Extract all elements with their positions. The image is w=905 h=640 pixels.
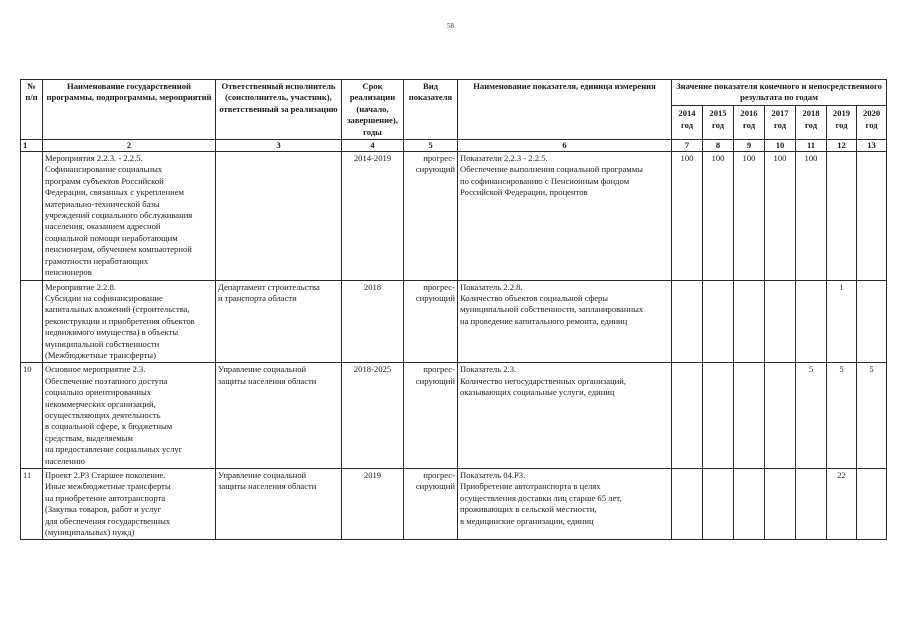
column-index: 1 [21,140,43,152]
value-2019: 1 [827,280,857,363]
row-number: 10 [21,363,43,469]
row-number [21,152,43,280]
value-2019 [827,152,857,280]
term: 2018 [342,280,404,363]
indicator-name: Показатель 04.Р3. Приобретение автотранспорта в целях осуществления доставки лиц старше 65 лет, проживающих в сельской местности, в медицинские организации, единиц [458,469,672,540]
header-year: 2018 год [796,105,827,139]
header-values-group: Значение показателя конечного и непосредственного результата по годам [672,80,887,106]
indicator-type: прогрес- сирующий [404,469,458,540]
column-index: 11 [796,140,827,152]
header-program: Наименование государственной программы, подпрограммы, мероприятий [43,80,216,140]
row-number [21,280,43,363]
indicator-name: Показатель 2.3. Количество негосударственных организаций, оказывающих социальные услуги, единиц [458,363,672,469]
header-executor: Ответственный исполнитель (соисполнитель, участник), ответственный за реализацию [216,80,342,140]
term: 2019 [342,469,404,540]
header-year: 2014 год [672,105,703,139]
column-index: 4 [342,140,404,152]
term: 2014-2019 [342,152,404,280]
value-2018: 100 [796,152,827,280]
executor-name: Управление социальной защиты населения области [216,363,342,469]
program-name: Проект 2.Р3 Старшее поколение. Иные межбюджетные трансферты на приобретение автотранспорта (Закупка товаров, работ и услуг для обеспечения государственных (муниципальных) нужд) [43,469,216,540]
page-number: 58 [447,22,454,30]
column-index: 13 [857,140,887,152]
header-num: № п/п [21,80,43,140]
value-2016 [734,280,765,363]
column-index: 6 [458,140,672,152]
value-2019: 5 [827,363,857,469]
program-name: Мероприятие 2.2.8. Субсидии на софинансирование капитальных вложений (строительства, реконструкции и приобретения объектов недвижимого имущества) в объекты муниципальной собственности (Межбюджетные трансферты) [43,280,216,363]
column-index: 8 [703,140,734,152]
value-2014 [672,363,703,469]
value-2017: 100 [765,152,796,280]
table-row [21,280,887,363]
value-2016 [734,363,765,469]
value-2017 [765,363,796,469]
column-index: 12 [827,140,857,152]
value-2015: 100 [703,152,734,280]
header-row [21,80,887,106]
value-2017 [765,280,796,363]
value-2016: 100 [734,152,765,280]
header-indicator: Наименование показателя, единица измерения [458,80,672,140]
header-year: 2019 год [827,105,857,139]
indicator-type: прогрес- сирующий [404,280,458,363]
table-row [21,363,887,469]
executor-name: Управление социальной защиты населения области [216,469,342,540]
column-index: 10 [765,140,796,152]
value-2014: 100 [672,152,703,280]
header-year: 2017 год [765,105,796,139]
header-year: 2015 год [703,105,734,139]
program-name: Основное мероприятие 2.3. Обеспечение поэтапного доступа социально ориентированных некоммерческих организаций, осуществляющих деятельность в социальной сфере, к бюджетным средствам, выделяемым на предоставление социальных услуг населению [43,363,216,469]
value-2020 [857,469,887,540]
indicator-name: Показатель 2.2.8. Количество объектов социальной сферы муниципальной собственности, запланированных на проведение капитального ремонта, единиц [458,280,672,363]
term: 2018-2025 [342,363,404,469]
indicator-type: прогрес- сирующий [404,363,458,469]
value-2020 [857,152,887,280]
column-index: 2 [43,140,216,152]
value-2015 [703,363,734,469]
header-term: Срок реализации (начало, завершение), годы [342,80,404,140]
value-2015 [703,280,734,363]
table-row [21,469,887,540]
value-2018: 5 [796,363,827,469]
column-index: 5 [404,140,458,152]
column-index: 9 [734,140,765,152]
executor-name [216,152,342,280]
indicator-name: Показатели 2.2.3 - 2.2.5. Обеспечение выполнения социальной программы по софинансированию с Пенсионным фондом Российской Федерации, процентов [458,152,672,280]
column-index-row [21,140,887,152]
value-2018 [796,469,827,540]
value-2014 [672,469,703,540]
executor-name: Департамент строительства и транспорта области [216,280,342,363]
header-year: 2020 год [857,105,887,139]
header-type: Вид показателя [404,80,458,140]
row-number: 11 [21,469,43,540]
value-2018 [796,280,827,363]
column-index: 3 [216,140,342,152]
program-name: Мероприятия 2.2.3. - 2.2.5. Софинансирование социальных программ субъектов Российской Федерации, связанных с укреплением материально-технической базы учреждений социального обслуживания населения, оказанием адресной социальной помощи неработающим пенсионерам, обучением компьютерной грамотности неработающих пенсионеров [43,152,216,280]
value-2017 [765,469,796,540]
column-index: 7 [672,140,703,152]
value-2020 [857,280,887,363]
value-2015 [703,469,734,540]
indicators-table [20,79,887,540]
indicator-type: прогрес- сирующий [404,152,458,280]
table-row [21,152,887,280]
value-2019: 22 [827,469,857,540]
value-2016 [734,469,765,540]
value-2020: 5 [857,363,887,469]
value-2014 [672,280,703,363]
header-year: 2016 год [734,105,765,139]
